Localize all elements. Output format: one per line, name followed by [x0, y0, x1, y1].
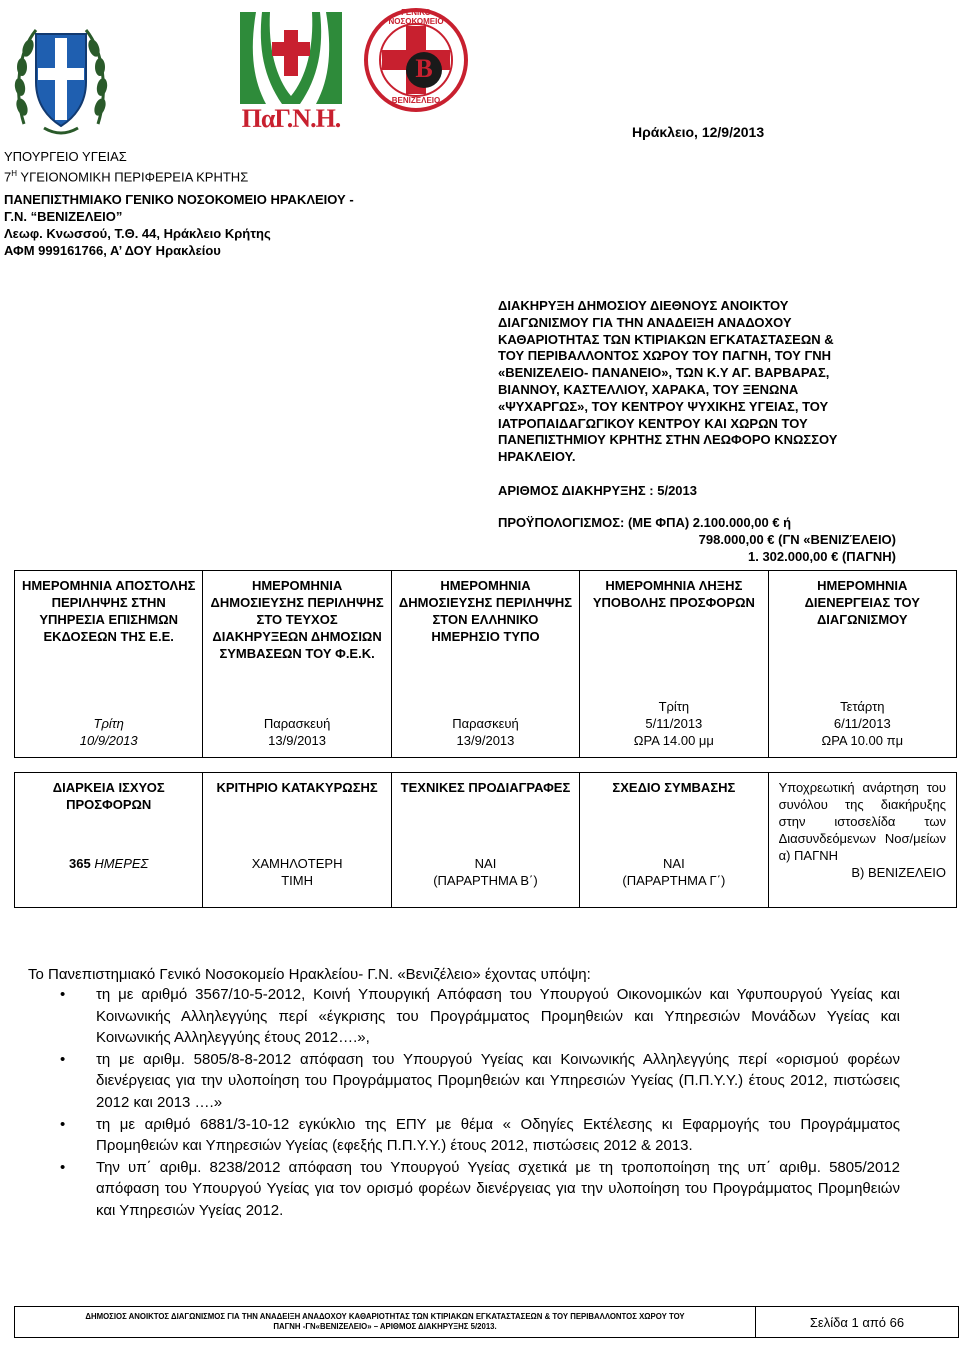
terms-table	[14, 772, 957, 908]
list-item: • τη με αριθμό 3567/10-5-2012, Κοινή Υπουργική Απόφαση του Υπουργού Οικονομικών και Υφυπουργού Υγείας και Κοινωνικής Αλληλεγγύης περί «έγκρισης του Προγράμματος Προμηθειών και Υπηρεσιών Μονάδων Υγείας και Κοινωνικής Αλληλεγγύης έτους 2012….»,	[60, 986, 900, 1047]
hospital-name-line2: Γ.Ν. “ΒΕΝΙΖΕΛΕΙΟ”	[4, 209, 123, 225]
terms-cell: ΔΙΑΡΚΕΙΑ ΙΣΧΥΟΣ ΠΡΟΣΦΟΡΩΝ 365 ΗΜΕΡΕΣ	[15, 773, 203, 908]
ministry-name: ΥΠΟΥΡΓΕΙΟ ΥΓΕΙΑΣ	[4, 149, 127, 164]
greek-emblem-logo	[14, 12, 108, 142]
budget-line3: 1. 302.000,00 € (ΠΑΓΝΗ)	[748, 549, 896, 564]
terms-cell	[768, 773, 956, 908]
bullet-icon: •	[60, 1050, 66, 1068]
dates-cell: ΗΜΕΡΟΜΗΝΙΑ ΔΙΕΝΕΡΓΕΙΑΣ ΤΟΥ ΔΙΑΓΩΝΙΣΜΟΥ Τετάρτη 6/11/2013 ΩΡΑ 10.00 πμ	[768, 571, 956, 758]
hospital-afm: ΑΦΜ 999161766, Α’ ΔΟΥ Ηρακλείου	[4, 243, 221, 259]
venizeleio-bottom-text: ΒΕΝΙΖΕΛΕΙΟ	[391, 96, 441, 105]
terms-cell: ΚΡΙΤΗΡΙΟ ΚΑΤΑΚΥΡΩΣΗΣ ΧΑΜΗΛΟΤΕΡΗ ΤΙΜΗ	[203, 773, 391, 908]
venizeleio-logo	[362, 0, 470, 120]
dates-cell: ΗΜΕΡΟΜΗΝΙΑ ΔΗΜΟΣΙΕΥΣΗΣ ΠΕΡΙΛΗΨΗΣ ΣΤΟ ΤΕΥΧΟΣ ΔΙΑΚΗΡΥΞΕΩΝ ΔΗΜΟΣΙΩΝ ΣΥΜΒΑΣΕΩΝ ΤΟΥ Φ.Ε.Κ. Παρασκευή 13/9/2013	[203, 571, 391, 758]
dates-table	[14, 570, 957, 758]
page-footer	[14, 1306, 959, 1338]
posting-note-last: Β) ΒΕΝΙΖΕΛΕΙΟ	[851, 865, 946, 880]
list-item: • τη με αριθμ. 5805/8-8-2012 απόφαση του Υπουργού Υγείας και Κοινωνικής Αλληλεγγύης περί «ορισμού φορέων διενέργειας για την υλοποίηση του Προγράμματος Προμηθειών και Υπηρεσιών Υγείας (Π.Π.Υ.Υ.) έτους 2012, πιστώσεις 2012 και 2013 ….»	[60, 1050, 900, 1111]
venizeleio-ring-text: ΓΕΝΙΚΟ ΝΟΣΟΚΟΜΕΙΟ	[388, 8, 444, 26]
notice-title: ΔΙΑΚΗΡΥΞΗ ΔΗΜΟΣΙΟΥ ΔΙΕΘΝΟΥΣ ΑΝΟΙΚΤΟΥ ΔΙΑΓΩΝΙΣΜΟΥ ΓΙΑ ΤΗΝ ΑΝΑΔΕΙΞΗ ΑΝΑΔΟΧΟΥ ΚΑΘΑΡΙΟΤΗΤΑΣ ΤΩΝ ΚΤΙΡΙΑΚΩΝ ΕΓΚΑΤΑΣΤΑΣΕΩΝ & ΤΟΥ ΠΕΡΙΒΑΛΛΟΝΤΟΣ ΧΩΡΟΥ ΤΟΥ ΠΑΓΝΗ, ΤΟΥ ΓΝΗ «ΒΕΝΙΖΕΛΕΙΟ- ΠΑΝΑΝΕΙΟ», ΤΩΝ Κ.Υ ΑΓ. ΒΑΡΒΑΡΑΣ, ΒΙΑΝΝΟΥ, ΚΑΣΤΕΛΛΙΟΥ, ΧΑΡΑΚΑ, ΤΟΥ ΞΕΝΩΝΑ «ΨΥΧΑΡΓΩΣ», ΤΟΥ ΚΕΝΤΡΟΥ ΨΥΧΙΚΗΣ ΥΓΕΙΑΣ, ΤΟΥ ΙΑΤΡΟΠΑΙΔΑΓΩΓΙΚΟΥ ΚΕΝΤΡΟΥ ΚΑΙ ΧΩΡΩΝ ΤΟΥ ΠΑΝΕΠΙΣΤΗΜΙΟΥ ΚΡΗΤΗΣ ΣΤΗΝ ΛΕΩΦΟΡΟ ΚΝΩΣΣΟΥ ΗΡΑΚΛΕΙΟΥ.	[498, 298, 838, 465]
document-date: Ηράκλειο, 12/9/2013	[632, 124, 765, 140]
list-item: • Την υπ΄ αριθμ. 8238/2012 απόφαση του Υπουργού Υγείας σχετικά με τη τροποποίηση της υπ΄ αριθμ. 5805/2012 απόφαση του Υπουργού Υγείας για τον ορισμό φορέων διενέργειας για την υλοποίηση του Προγράμματος Προμηθειών και Υπηρεσιών Υγείας 2012.	[60, 1158, 900, 1219]
notice-number: ΑΡΙΘΜΟΣ ΔΙΑΚΗΡΥΞΗΣ : 5/2013	[498, 483, 697, 498]
health-region: $7^H$ ΥΓΕΙΟΝΟΜΙΚΗ ΠΕΡΙΦΕΡΕΙΑ ΚΡΗΤΗΣ	[4, 169, 249, 185]
table-row	[15, 571, 957, 758]
bullet-icon: •	[60, 986, 66, 1003]
pagni-logo	[232, 8, 350, 138]
hospital-name-line1: ΠΑΝΕΠΙΣΤΗΜΙΑΚΟ ΓΕΝΙΚΟ ΝΟΣΟΚΟΜΕΙΟ ΗΡΑΚΛΕΙΟΥ -	[4, 192, 354, 208]
terms-cell: ΤΕΧΝΙΚΕΣ ΠΡΟΔΙΑΓΡΑΦΕΣ ΝΑΙ (ΠΑΡΑΡΤΗΜΑ Β΄)	[391, 773, 579, 908]
footer-title: ΔΗΜΟΣΙΟΣ ΑΝΟΙΚΤΟΣ ΔΙΑΓΩΝΙΣΜΟΣ ΓΙΑ ΤΗΝ ΑΝΑΔΕΙΞΗ ΑΝΑΔΟΧΟΥ ΚΑΘΑΡΙΟΤΗΤΑΣ ΤΩΝ ΚΤΙΡΙΑΚΩΝ ΕΓΚΑΤΑΣΤΑΣΕΩΝ & ΤΟΥ ΠΕΡΙΒΑΛΛΟΝΤΟΣ ΧΩΡΟΥ ΤΟΥ ΠΑΓΝΗ -ΓΝ«ΒΕΝΙΖΕΛΕΙΟ» – ΑΡΙΘΜΟΣ ΔΙΑΚΗΡΥΞΗΣ 5/2013.	[15, 1307, 756, 1337]
sender-block	[4, 148, 404, 259]
dates-cell: ΗΜΕΡΟΜΗΝΙΑ ΑΠΟΣΤΟΛΗΣ ΠΕΡΙΛΗΨΗΣ ΣΤΗΝ ΥΠΗΡΕΣΙΑ ΕΠΙΣΗΜΩΝ ΕΚΔΟΣΕΩΝ ΤΗΣ Ε.Ε. Τρίτη 10/9/2013	[15, 571, 203, 758]
table-row	[15, 773, 957, 908]
venizeleio-letter: B	[415, 54, 433, 83]
pagni-logo-text: ΠαΓ.Ν.Η.	[241, 104, 341, 133]
considerations-list	[56, 984, 900, 1222]
dates-cell: ΗΜΕΡΟΜΗΝΙΑ ΛΗΞΗΣ ΥΠΟΒΟΛΗΣ ΠΡΟΣΦΟΡΩΝ Τρίτη 5/11/2013 ΩΡΑ 14.00 μμ	[580, 571, 768, 758]
intro-text: Το Πανεπιστημιακό Γενικό Νοσοκομείο Ηρακλείου- Γ.Ν. «Βενιζέλειο» έχοντας υπόψη:	[28, 966, 591, 983]
bullet-icon: •	[60, 1158, 66, 1176]
budget-line1: ΠΡΟΫΠΟΛΟΓΙΣΜΟΣ: (ΜΕ ΦΠΑ) 2.100.000,00 € ή	[498, 515, 792, 530]
posting-note: Υποχρεωτική ανάρτηση του συνόλου της διακήρυξης στην ιστοσελίδα των Διασυνδεόμενων Νοσ/μείων α) ΠΑΓΝΗ	[778, 780, 946, 863]
page-number: Σελίδα 1 από 66	[809, 1314, 905, 1330]
budget-block	[498, 514, 898, 565]
hospital-address: Λεωφ. Κνωσσού, Τ.Θ. 44, Ηράκλειο Κρήτης	[4, 226, 271, 242]
terms-cell: ΣΧΕΔΙΟ ΣΥΜΒΑΣΗΣ ΝΑΙ (ΠΑΡΑΡΤΗΜΑ Γ΄)	[580, 773, 768, 908]
bullet-icon: •	[60, 1115, 66, 1133]
budget-line2: 798.000,00 € (ΓΝ «ΒΕΝΙΖΈΛΕΙΟ)	[698, 532, 896, 547]
list-item: • τη με αριθμό 6881/3-10-12 εγκύκλιο της ΕΠΥ με θέμα « Οδηγίες Εκτέλεσης κι Εφαρμογής του Προγράμματος Προμηθειών και Υπηρεσιών Υγείας (εφεξής Π.Π.Υ.Υ.) έτους 2012, πιστώσεις 2012 & 2013.	[60, 1115, 900, 1155]
dates-cell: ΗΜΕΡΟΜΗΝΙΑ ΔΗΜΟΣΙΕΥΣΗΣ ΠΕΡΙΛΗΨΗΣ ΣΤΟΝ ΕΛΛΗΝΙΚΟ ΗΜΕΡΗΣΙΟ ΤΥΠΟ Παρασκευή 13/9/2013	[391, 571, 579, 758]
